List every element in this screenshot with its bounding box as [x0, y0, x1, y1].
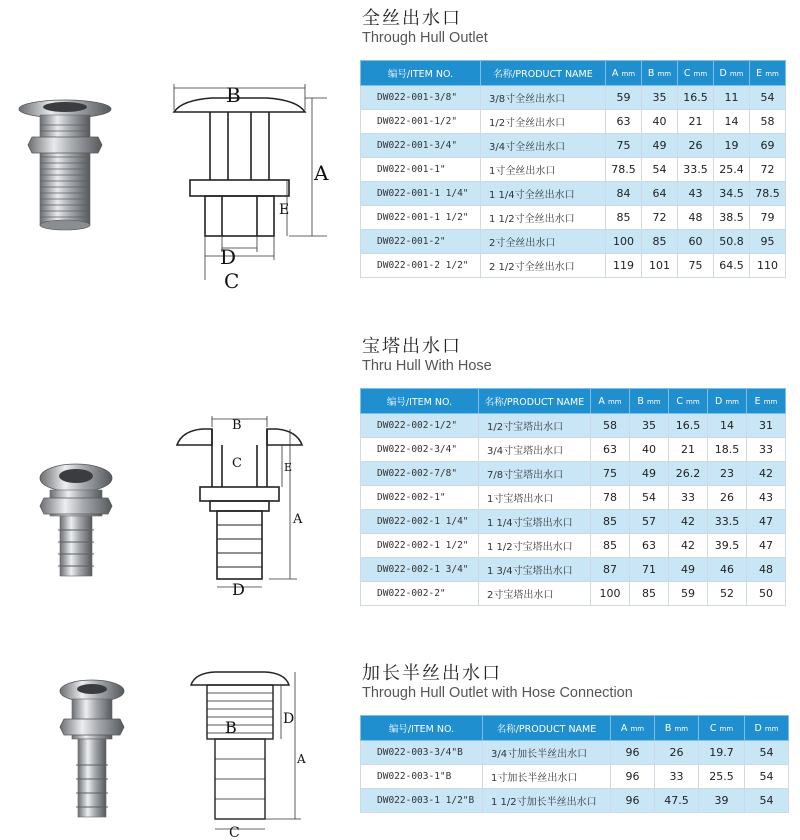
dimension-value-cell: 85	[591, 534, 630, 558]
table-row	[361, 486, 786, 510]
dimension-value-cell: 11	[714, 86, 750, 110]
thru-hull-with-hose-photo	[28, 460, 138, 585]
dimension-value-cell: 40	[630, 438, 669, 462]
table-row	[361, 158, 786, 182]
dimension-value-cell: 54	[745, 789, 789, 813]
item-number-cell: DW022-001-3/8"	[361, 86, 481, 110]
product-name-cell: 1/2寸宝塔出水口	[479, 414, 591, 438]
col-header-c: C mm	[699, 716, 745, 741]
col-header-d: D mm	[745, 716, 789, 741]
product-name-cell: 1寸加长半丝出水口	[483, 765, 611, 789]
dim-label-b: B	[225, 718, 237, 737]
col-header-item: 编号/ITEM NO.	[361, 716, 483, 741]
item-number-cell: DW022-001-1 1/2"	[361, 206, 481, 230]
dimension-value-cell: 47.5	[655, 789, 699, 813]
dimension-value-cell: 59	[606, 86, 642, 110]
dimension-value-cell: 54	[745, 765, 789, 789]
dimension-value-cell: 47	[747, 534, 786, 558]
dimension-value-cell: 14	[708, 414, 747, 438]
dimension-value-cell: 75	[678, 254, 714, 278]
dimension-value-cell: 85	[606, 206, 642, 230]
section-through-hull-outlet-hose-connection	[0, 655, 800, 840]
dimension-value-cell: 69	[750, 134, 786, 158]
table-row	[361, 789, 789, 813]
dimension-value-cell: 33	[655, 765, 699, 789]
item-number-cell: DW022-001-2"	[361, 230, 481, 254]
dimension-value-cell: 35	[642, 86, 678, 110]
item-number-cell: DW022-002-1/2"	[361, 414, 479, 438]
dimension-value-cell: 16.5	[669, 414, 708, 438]
dimension-value-cell: 50	[747, 582, 786, 606]
table-row	[361, 254, 786, 278]
product-name-cell: 1/2寸全丝出水口	[481, 110, 606, 134]
section-title-cn: 加长半丝出水口	[362, 663, 502, 684]
dimension-value-cell: 79	[750, 206, 786, 230]
product-name-cell: 1 1/4寸宝塔出水口	[479, 510, 591, 534]
dimension-value-cell: 19.7	[699, 741, 745, 765]
item-number-cell: DW022-002-1 1/4"	[361, 510, 479, 534]
through-hull-outlet-photo	[10, 95, 120, 255]
dimension-value-cell: 40	[642, 110, 678, 134]
dimension-value-cell: 43	[678, 182, 714, 206]
dimension-value-cell: 25.4	[714, 158, 750, 182]
dimension-value-cell: 35	[630, 414, 669, 438]
item-number-cell: DW022-002-2"	[361, 582, 479, 606]
through-hull-outlet-drawing	[162, 80, 337, 295]
product-name-cell: 3/4寸宝塔出水口	[479, 438, 591, 462]
col-header-item: 编号/ITEM NO.	[361, 61, 481, 86]
dim-label-c: C	[232, 456, 242, 471]
dimension-value-cell: 75	[591, 462, 630, 486]
section-title-cn: 宝塔出水口	[362, 336, 462, 357]
dimension-value-cell: 49	[642, 134, 678, 158]
table-row	[361, 741, 789, 765]
dimension-value-cell: 52	[708, 582, 747, 606]
dim-label-b: B	[232, 418, 242, 433]
col-header-c: C mm	[669, 389, 708, 414]
dimension-value-cell: 39	[699, 789, 745, 813]
product-name-cell: 1 1/4寸全丝出水口	[481, 182, 606, 206]
table-row	[361, 86, 786, 110]
dimension-value-cell: 54	[745, 741, 789, 765]
dimension-value-cell: 96	[611, 789, 655, 813]
col-header-a: A mm	[606, 61, 642, 86]
dimension-value-cell: 64.5	[714, 254, 750, 278]
col-header-b: B mm	[630, 389, 669, 414]
dimension-value-cell: 85	[642, 230, 678, 254]
spec-table	[360, 715, 789, 813]
dim-label-d: D	[232, 580, 245, 595]
dimension-value-cell: 78	[591, 486, 630, 510]
col-header-e: E mm	[747, 389, 786, 414]
table-row	[361, 182, 786, 206]
table-row	[361, 110, 786, 134]
dimension-value-cell: 85	[591, 510, 630, 534]
section-title-cn: 全丝出水口	[362, 8, 462, 29]
dimension-value-cell: 26	[678, 134, 714, 158]
dim-label-e: E	[284, 461, 293, 474]
product-name-cell: 2 1/2寸全丝出水口	[481, 254, 606, 278]
dimension-value-cell: 58	[750, 110, 786, 134]
dimension-value-cell: 71	[630, 558, 669, 582]
dimension-value-cell: 95	[750, 230, 786, 254]
product-name-cell: 1 1/2寸宝塔出水口	[479, 534, 591, 558]
dimension-value-cell: 42	[747, 462, 786, 486]
dim-label-d: D	[283, 711, 295, 727]
product-name-cell: 1 1/2寸加长半丝出水口	[483, 789, 611, 813]
dimension-value-cell: 26.2	[669, 462, 708, 486]
table-row	[361, 534, 786, 558]
item-number-cell: DW022-001-3/4"	[361, 134, 481, 158]
dimension-value-cell: 33	[669, 486, 708, 510]
dimension-value-cell: 96	[611, 765, 655, 789]
thru-hull-with-hose-drawing	[172, 415, 307, 595]
table-row	[361, 438, 786, 462]
table-body	[361, 86, 786, 278]
dimension-value-cell: 84	[606, 182, 642, 206]
col-header-name: 名称/PRODUCT NAME	[479, 389, 591, 414]
dimension-value-cell: 110	[750, 254, 786, 278]
dimension-value-cell: 18.5	[708, 438, 747, 462]
col-header-d: D mm	[714, 61, 750, 86]
dim-label-e: E	[279, 202, 290, 218]
col-header-name: 名称/PRODUCT NAME	[483, 716, 611, 741]
section-through-hull-outlet	[0, 0, 800, 300]
dimension-value-cell: 96	[611, 741, 655, 765]
item-number-cell: DW022-002-7/8"	[361, 462, 479, 486]
table-row	[361, 206, 786, 230]
dimension-value-cell: 21	[669, 438, 708, 462]
dimension-value-cell: 42	[669, 510, 708, 534]
dimension-value-cell: 63	[606, 110, 642, 134]
dimension-value-cell: 23	[708, 462, 747, 486]
col-header-d: D mm	[708, 389, 747, 414]
dimension-value-cell: 101	[642, 254, 678, 278]
through-hull-hose-connection-drawing	[185, 667, 315, 840]
item-number-cell: DW022-003-1 1/2"B	[361, 789, 483, 813]
dim-label-c: C	[224, 269, 240, 293]
dim-label-a: A	[314, 161, 329, 185]
product-name-cell: 7/8寸宝塔出水口	[479, 462, 591, 486]
dimension-value-cell: 119	[606, 254, 642, 278]
dimension-value-cell: 57	[630, 510, 669, 534]
product-name-cell: 1 3/4寸宝塔出水口	[479, 558, 591, 582]
dimension-value-cell: 49	[630, 462, 669, 486]
col-header-a: A mm	[611, 716, 655, 741]
product-name-cell: 1寸全丝出水口	[481, 158, 606, 182]
dimension-value-cell: 54	[750, 86, 786, 110]
dimension-value-cell: 100	[606, 230, 642, 254]
table-header-row	[361, 61, 786, 86]
table-row	[361, 462, 786, 486]
dimension-value-cell: 100	[591, 582, 630, 606]
item-number-cell: DW022-001-2 1/2"	[361, 254, 481, 278]
table-row	[361, 765, 789, 789]
dimension-value-cell: 39.5	[708, 534, 747, 558]
item-number-cell: DW022-002-3/4"	[361, 438, 479, 462]
dimension-value-cell: 25.5	[699, 765, 745, 789]
dimension-value-cell: 59	[669, 582, 708, 606]
item-number-cell: DW022-002-1 1/2"	[361, 534, 479, 558]
dimension-value-cell: 34.5	[714, 182, 750, 206]
item-number-cell: DW022-003-1"B	[361, 765, 483, 789]
dim-label-a: A	[293, 512, 303, 527]
dim-label-c: C	[229, 825, 240, 840]
dimension-value-cell: 31	[747, 414, 786, 438]
section-thru-hull-with-hose	[0, 320, 800, 630]
col-header-name: 名称/PRODUCT NAME	[481, 61, 606, 86]
col-header-b: B mm	[642, 61, 678, 86]
table-row	[361, 134, 786, 158]
table-header-row	[361, 389, 786, 414]
product-name-cell: 1 1/2寸全丝出水口	[481, 206, 606, 230]
table-row	[361, 510, 786, 534]
item-number-cell: DW022-001-1 1/4"	[361, 182, 481, 206]
product-name-cell: 3/8寸全丝出水口	[481, 86, 606, 110]
dimension-value-cell: 33	[747, 438, 786, 462]
dimension-value-cell: 49	[669, 558, 708, 582]
dimension-value-cell: 54	[630, 486, 669, 510]
dimension-value-cell: 14	[714, 110, 750, 134]
dimension-value-cell: 58	[591, 414, 630, 438]
dimension-value-cell: 48	[678, 206, 714, 230]
item-number-cell: DW022-003-3/4"B	[361, 741, 483, 765]
table-header-row	[361, 716, 789, 741]
dimension-value-cell: 72	[750, 158, 786, 182]
dimension-value-cell: 63	[591, 438, 630, 462]
dimension-value-cell: 38.5	[714, 206, 750, 230]
dim-label-b: B	[226, 83, 241, 107]
table-row	[361, 582, 786, 606]
product-name-cell: 2寸宝塔出水口	[479, 582, 591, 606]
item-number-cell: DW022-002-1"	[361, 486, 479, 510]
dimension-value-cell: 54	[642, 158, 678, 182]
dimension-value-cell: 16.5	[678, 86, 714, 110]
table-body	[361, 414, 786, 606]
dimension-value-cell: 63	[630, 534, 669, 558]
dimension-value-cell: 33.5	[708, 510, 747, 534]
dimension-value-cell: 48	[747, 558, 786, 582]
item-number-cell: DW022-002-1 3/4"	[361, 558, 479, 582]
dimension-value-cell: 21	[678, 110, 714, 134]
dimension-value-cell: 85	[630, 582, 669, 606]
dimension-value-cell: 72	[642, 206, 678, 230]
dimension-value-cell: 26	[655, 741, 699, 765]
spec-table	[360, 60, 786, 278]
table-row	[361, 558, 786, 582]
col-header-b: B mm	[655, 716, 699, 741]
item-number-cell: DW022-001-1"	[361, 158, 481, 182]
product-name-cell: 2寸全丝出水口	[481, 230, 606, 254]
dimension-value-cell: 33.5	[678, 158, 714, 182]
dimension-value-cell: 43	[747, 486, 786, 510]
spec-table	[360, 388, 786, 606]
dimension-value-cell: 78.5	[606, 158, 642, 182]
through-hull-hose-connection-photo	[50, 675, 140, 825]
dim-label-a: A	[297, 752, 306, 766]
section-title-en: Thru Hull With Hose	[362, 358, 492, 374]
dimension-value-cell: 50.8	[714, 230, 750, 254]
item-number-cell: DW022-001-1/2"	[361, 110, 481, 134]
dimension-value-cell: 64	[642, 182, 678, 206]
dimension-value-cell: 42	[669, 534, 708, 558]
dimension-value-cell: 46	[708, 558, 747, 582]
col-header-c: C mm	[678, 61, 714, 86]
dimension-value-cell: 75	[606, 134, 642, 158]
section-title-en: Through Hull Outlet with Hose Connection	[362, 685, 633, 701]
dimension-value-cell: 19	[714, 134, 750, 158]
table-body	[361, 741, 789, 813]
col-header-a: A mm	[591, 389, 630, 414]
section-title-en: Through Hull Outlet	[362, 30, 488, 46]
product-name-cell: 3/4寸全丝出水口	[481, 134, 606, 158]
dimension-value-cell: 47	[747, 510, 786, 534]
table-row	[361, 414, 786, 438]
product-name-cell: 1寸宝塔出水口	[479, 486, 591, 510]
table-row	[361, 230, 786, 254]
col-header-e: E mm	[750, 61, 786, 86]
col-header-item: 编号/ITEM NO.	[361, 389, 479, 414]
dimension-value-cell: 60	[678, 230, 714, 254]
dim-label-d: D	[220, 245, 237, 269]
dimension-value-cell: 26	[708, 486, 747, 510]
product-name-cell: 3/4寸加长半丝出水口	[483, 741, 611, 765]
dimension-value-cell: 87	[591, 558, 630, 582]
dimension-value-cell: 78.5	[750, 182, 786, 206]
